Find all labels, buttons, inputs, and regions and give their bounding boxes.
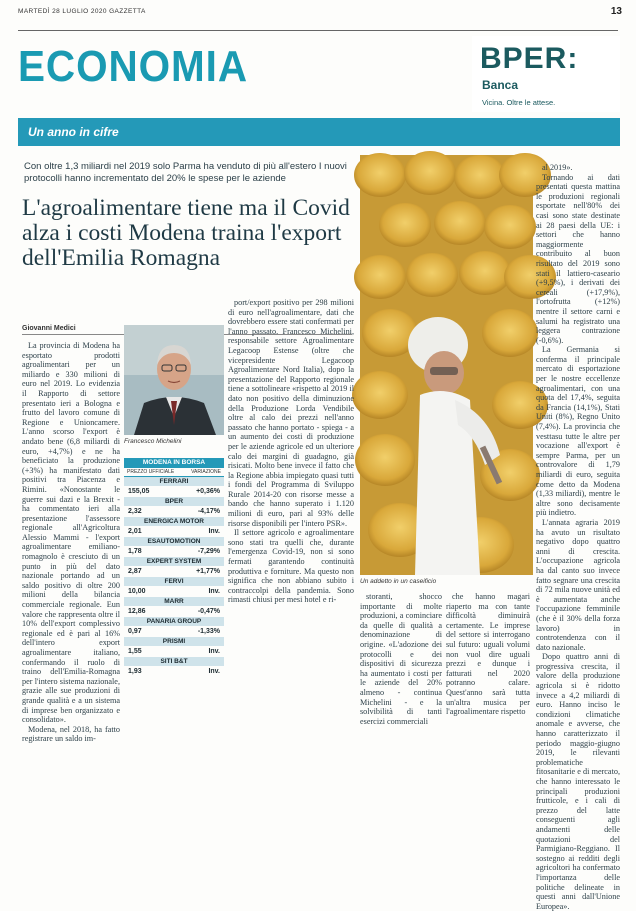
stock-price: 155,05 [128, 488, 150, 495]
bper-logo: BPER: [480, 42, 579, 75]
table-row [124, 477, 224, 497]
portrait-photo [124, 325, 224, 435]
stock-price: 10,00 [128, 588, 146, 595]
table-row [124, 597, 224, 617]
top-rule [18, 30, 618, 31]
stock-name: SITI B&T [124, 657, 224, 666]
table-row [124, 617, 224, 637]
paragraph: Tornando ai dati presentati questa mattina le produzioni regionali esportate nell'80% dei casi sono state destinate ai 28 paesi della UE: i settori che hanno maggiormente contribuito al buon risultato del 2019 sono stati il lattiero-caseario (+9,5%), i derivati dei cereali (+17,9%), l'ortofrutta (+12%) mentre il settore carni e salumi ha registrato una leggera contrazione (-0,6%). [536, 172, 620, 345]
stock-price: 2,32 [128, 508, 142, 515]
banner-label: Un anno in cifre [28, 125, 119, 139]
stock-price: 1,93 [128, 668, 142, 675]
bper-slogan: Vicina. Oltre le attese. [482, 98, 556, 107]
stock-name: ESAUTOMOTION [124, 537, 224, 546]
stock-price: 1,78 [128, 548, 142, 555]
stock-change: -1,33% [197, 628, 220, 635]
stock-change: +0,36% [196, 488, 220, 495]
stock-values [124, 586, 224, 597]
stock-values [124, 626, 224, 637]
stock-change: -4,17% [197, 508, 220, 515]
stock-values [124, 486, 224, 497]
table-row [124, 557, 224, 577]
article-column-1 [22, 341, 120, 744]
table-row [124, 657, 224, 677]
table-title: MODENA IN BORSA [124, 458, 224, 468]
paragraph: L'annata agraria 2019 ha avuto un risultato negativo dopo quattro anni di crescita. L'occupazione agricola ha dal canto suo invece fatto segnare una crescita di 72 mila nuove unità ed è aumentata anche l'occupazione femminile (che è il 30% della forza lavoro) in controtendenza con il dato nazionale. [536, 517, 620, 652]
bper-sub: Banca [482, 78, 519, 92]
header-price: PREZZO UFFICIALE [127, 469, 175, 475]
paragraph: port/export positivo per 298 milioni di euro nell'agroalimentare, dati che dovrebbero essere stati confermati per l'anno passato. Francesco Michelini, responsabile settore Agroalimentare Legacoop Estense (oltre che vicepresidente Legacoop Agroalimentare Nord Italia), dopo la presentazione del Rapporto regionale tiene a sottolineare «rispetto al 2019 il dato non positivo della diminuzione della Produzione Lorda Vendibile oltre al calo dei prezzi nell'anno passato che hanno portato - spiega - a un aumento dei costi di produzione per le aziende agricole ed un ulteriore calo dei margini di guadagno, già risicati. Molto bene invece il fatto che la Regione abbia impiegato quasi tutti i fondi del Programma di Sviluppo Rurale 2014-20 con risorse messe a bando che hanno superato i 1.120 milioni di euro, pari al 93% delle risorse disponibili per l'intero PSR». [228, 298, 354, 528]
stock-price: 2,87 [128, 568, 142, 575]
table-body [124, 477, 224, 677]
table-row [124, 517, 224, 537]
stock-name: FERRARI [124, 477, 224, 486]
stock-values [124, 566, 224, 577]
stock-change: Inv. [208, 528, 220, 535]
stock-price: 2,01 [128, 528, 142, 535]
article-headline: L'agroalimentare tiene ma il Covid alza i costi Modena traina l'export dell'Emilia Romagna [22, 195, 350, 271]
article-column-5 [446, 592, 530, 717]
table-row [124, 577, 224, 597]
paragraph: storanti, shocco importante di molte produzioni, a cominciare da quelle di qualità a denominazione di origine. «L'adozione dei protocolli e dei dispositivi di sicurezza ha aumentato i costi per le aziende del 20% almeno - continua Michelini - e la solvibilità di tanti esercizi commerciali [360, 592, 442, 726]
stock-values [124, 646, 224, 657]
header-change: VARIAZIONE [191, 469, 221, 475]
article-column-4 [360, 592, 442, 726]
stock-name: EXPERT SYSTEM [124, 557, 224, 566]
stock-price: 0,97 [128, 628, 142, 635]
stock-price: 12,86 [128, 608, 146, 615]
stock-change: Inv. [208, 668, 220, 675]
paragraph: che hanno magari riaperto ma con tante difficoltà diminuirà certamente. Le imprese del settore si interrogano sul futuro: uguali volumi non vuol dire uguali prezzi e dunque i fatturati nel 2020 potranno calare. Quest'anno sarà tutta un'altra musica per l'agroalimentare rispetto [446, 592, 530, 717]
cheese-warehouse-photo [360, 155, 533, 575]
section-title: ECONOMIA [18, 42, 248, 91]
paragraph: al 2019». [542, 163, 573, 172]
stock-name: PANARIA GROUP [124, 617, 224, 626]
portrait-illustration [124, 325, 224, 435]
stock-price: 1,55 [128, 648, 142, 655]
stock-name: FERVI [124, 577, 224, 586]
article-column-3 [228, 298, 354, 686]
portrait-caption: Francesco Michelini [124, 438, 182, 445]
stock-table [124, 458, 224, 677]
table-header [124, 468, 224, 477]
paragraph: La Germania si conferma il principale mercato di esportazione per le nostre eccellenze agroalimentari, con una quota del 17,4%, seguita da Francia (14,1%), Stati Uniti (8%), Regno Unito (7,4%). La provincia che vesttasu tutte le altre per vocazione all'export è sempre Parma, per un controvalore di 1,79 miliardi di euro, seguita come detto da Modena (1,33 miliardi), mentre le altre sono decisamente più indietro. [536, 345, 620, 518]
stock-change: -0,47% [197, 608, 220, 615]
stock-name: ENERGICA MOTOR [124, 517, 224, 526]
stock-change: -7,29% [197, 548, 220, 555]
table-row [124, 497, 224, 517]
stock-name: PRISMI [124, 637, 224, 646]
paragraph: La provincia di Modena ha esportato prodotti agroalimentari per un miliardo e 330 milioni di euro nel 2019. Lo evidenzia il Rapporto di settore presentato ieri a Bologna e frutto del lavoro comune di Regione e Unioncamere. L'anno scorso l'export è andato bene (6,8 miliardi di euro, +4,7%) e ne ha beneficiato la produzione (+3%) ha manifestato dati positivi tra Piacenza e Rimini. «Nonostante le guerre sui dazi e la Brexit - ha commentato ieri alla presentazione l'assessore regionale all'Agricoltura Alessio Mammi - l'export agroalimentare emiliano-romagnolo è cresciuto di un punto in più del dato nazionale portando ad un saldo positivo di oltre 200 milioni della bilancia commerciale regionale. Eun valore che rappresenta oltre il 10% dell'export complessivo regionale ed è pari al 16% dell'intero export agroalimentare italiano, confermando il ruolo di traino dell'Emilia-Romagna per l'intero sistema nazionale, grazie alle sue produzioni di grande qualità e a un sistema di imprese ben organizzato e consolidato». [22, 341, 120, 725]
stock-change: Inv. [208, 648, 220, 655]
paragraph: Il settore agricolo e agroalimentare sono stati tra quelli che, durante l'emergenza Covid-19, non si sono fermati garantendo continuità produttiva e forniture. Ma questo non significa che non abbiano subito i contraccolpi della pandemia. Sono rimasti chiusi per mesi hotel e ri- [228, 528, 354, 605]
section-banner [18, 118, 620, 146]
stock-name: BPER [124, 497, 224, 506]
stock-values [124, 546, 224, 557]
photo-caption: Un addetto in un caseificio [360, 578, 437, 585]
stock-values [124, 526, 224, 537]
article-column-6 [536, 163, 620, 911]
stock-change: Inv. [208, 588, 220, 595]
paragraph: Dopo quattro anni di progressiva crescita, il valore della produzione agricola si è ridotto invece a 4,2 miliardi di euro. Hanno inciso le condizioni climatiche anomale e avverse, che hanno caratterizzato il periodo maggio-giugno 2019, le rilevanti problematiche fitosanitarie e di mercato, che hanno interessato le principali produzioni frutticole, e i cali di prezzo del latte conseguenti agli andamenti delle quotazioni del Parmigiano-Reggiano. Il sostegno ai redditi degli agricoltori ha confermato l'importanza delle politiche delineate in questi anni dall'Unione Europea». [536, 652, 620, 911]
article-subhead: Con oltre 1,3 miliardi nel 2019 solo Parma ha venduto di più all'estero I nuovi protocolli hanno incrementato del 20% le spese per le aziende [24, 161, 347, 184]
paragraph: Modena, nel 2018, ha fatto registrare un saldo im- [22, 724, 120, 744]
stock-values [124, 506, 224, 517]
article-author: Giovanni Medici [22, 325, 76, 332]
page-number: 13 [610, 6, 622, 17]
stock-name: MARR [124, 597, 224, 606]
stock-values [124, 606, 224, 617]
table-row [124, 637, 224, 657]
table-row [124, 537, 224, 557]
cheese-wheels-illustration [360, 155, 533, 575]
stock-values [124, 666, 224, 677]
page-dateline: MARTEDÌ 28 LUGLIO 2020 GAZZETTA [18, 8, 146, 15]
stock-change: +1,77% [196, 568, 220, 575]
bper-advertisement[interactable] [472, 36, 620, 112]
